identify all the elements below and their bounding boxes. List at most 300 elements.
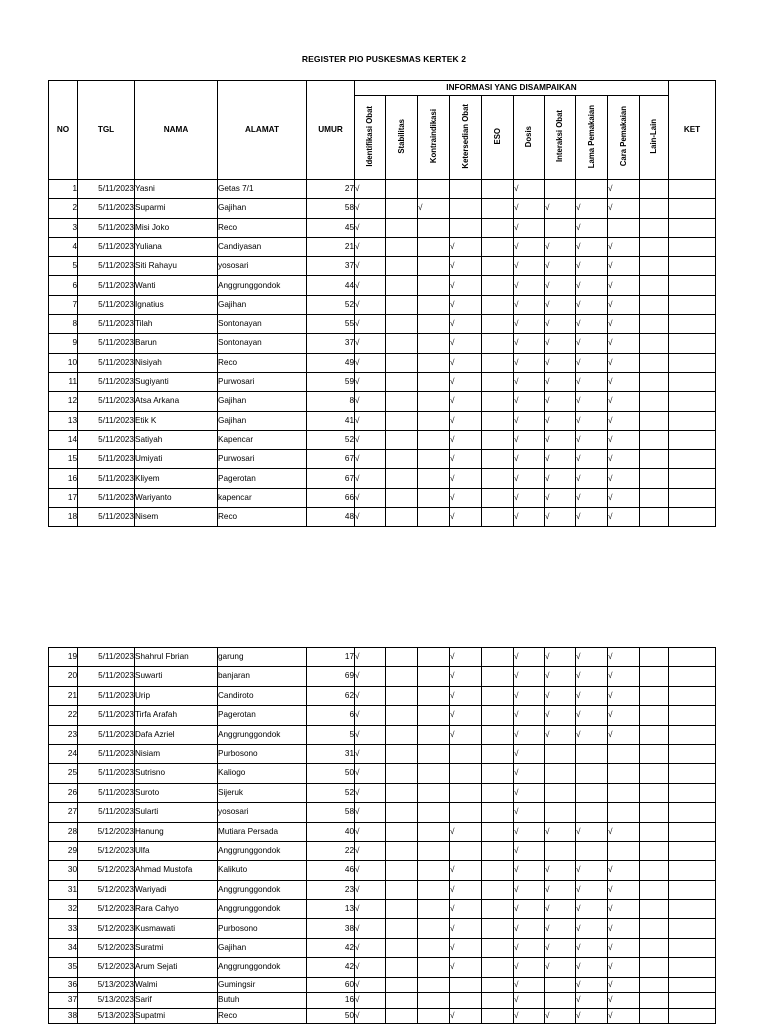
cell-nama: Nisiyah <box>135 353 218 372</box>
cell-nama: Yuliana <box>135 237 218 256</box>
cell-check: √ <box>450 295 482 314</box>
cell-check <box>386 880 418 899</box>
cell-check <box>386 430 418 449</box>
cell-no: 31 <box>49 880 78 899</box>
cell-check: √ <box>514 334 545 353</box>
cell-no: 30 <box>49 861 78 880</box>
cell-check <box>608 783 640 802</box>
cell-check <box>640 218 669 237</box>
header-info-label: Ketersedian Obat <box>460 104 470 169</box>
cell-check <box>545 841 576 860</box>
cell-no: 9 <box>49 334 78 353</box>
cell-check <box>545 218 576 237</box>
cell-check <box>386 508 418 527</box>
cell-umur: 50 <box>307 764 355 783</box>
cell-check: √ <box>545 488 576 507</box>
cell-check: √ <box>450 686 482 705</box>
cell-tgl: 5/12/2023 <box>78 938 135 957</box>
cell-check: √ <box>450 667 482 686</box>
cell-check: √ <box>576 411 608 430</box>
cell-check: √ <box>514 880 545 899</box>
cell-no: 38 <box>49 1008 78 1024</box>
cell-check <box>482 276 514 295</box>
cell-check: √ <box>450 919 482 938</box>
cell-check <box>482 938 514 957</box>
cell-umur: 55 <box>307 315 355 334</box>
cell-umur: 59 <box>307 372 355 391</box>
cell-alamat: Anggrunggondok <box>218 725 307 744</box>
cell-check <box>450 803 482 822</box>
cell-check <box>418 450 450 469</box>
cell-ket <box>669 783 716 802</box>
cell-check: √ <box>576 822 608 841</box>
cell-check <box>640 199 669 218</box>
cell-check <box>640 372 669 391</box>
cell-check <box>418 938 450 957</box>
cell-check <box>482 977 514 993</box>
cell-ket <box>669 880 716 899</box>
cell-umur: 66 <box>307 488 355 507</box>
cell-nama: Ulfa <box>135 841 218 860</box>
cell-check: √ <box>576 938 608 957</box>
cell-alamat: Anggrunggondok <box>218 958 307 977</box>
cell-alamat: Gajihan <box>218 411 307 430</box>
cell-nama: Rara Cahyo <box>135 900 218 919</box>
cell-check <box>386 783 418 802</box>
cell-tgl: 5/11/2023 <box>78 199 135 218</box>
cell-check <box>482 508 514 527</box>
table-row <box>49 276 716 295</box>
cell-check <box>482 725 514 744</box>
cell-ket <box>669 764 716 783</box>
cell-alamat: Purwosari <box>218 450 307 469</box>
cell-check <box>608 841 640 860</box>
table-row <box>49 841 716 860</box>
cell-check: √ <box>514 993 545 1009</box>
cell-check <box>640 783 669 802</box>
cell-ket <box>669 411 716 430</box>
cell-check: √ <box>576 880 608 899</box>
cell-no: 3 <box>49 218 78 237</box>
cell-check: √ <box>355 334 386 353</box>
cell-check <box>482 315 514 334</box>
cell-check <box>386 295 418 314</box>
cell-check: √ <box>514 199 545 218</box>
cell-check: √ <box>355 993 386 1009</box>
cell-check: √ <box>576 469 608 488</box>
cell-check: √ <box>608 257 640 276</box>
cell-umur: 50 <box>307 1008 355 1024</box>
cell-check: √ <box>576 667 608 686</box>
cell-ket <box>669 295 716 314</box>
cell-check <box>482 958 514 977</box>
cell-check <box>418 686 450 705</box>
header-info-identifikasi-obat <box>355 96 386 180</box>
cell-alamat: kapencar <box>218 488 307 507</box>
cell-umur: 62 <box>307 686 355 705</box>
cell-ket <box>669 237 716 256</box>
cell-tgl: 5/11/2023 <box>78 257 135 276</box>
cell-check: √ <box>355 648 386 667</box>
cell-check <box>450 841 482 860</box>
cell-ket <box>669 180 716 199</box>
cell-check <box>450 744 482 763</box>
cell-ket <box>669 900 716 919</box>
cell-check: √ <box>514 488 545 507</box>
cell-check <box>418 803 450 822</box>
cell-check: √ <box>576 1008 608 1024</box>
cell-tgl: 5/11/2023 <box>78 295 135 314</box>
cell-check: √ <box>576 430 608 449</box>
cell-check <box>482 744 514 763</box>
cell-check: √ <box>608 276 640 295</box>
cell-alamat: Kapencar <box>218 430 307 449</box>
cell-check: √ <box>545 295 576 314</box>
cell-umur: 21 <box>307 237 355 256</box>
cell-no: 8 <box>49 315 78 334</box>
table-row <box>49 257 716 276</box>
cell-check <box>418 237 450 256</box>
cell-check <box>482 411 514 430</box>
cell-tgl: 5/11/2023 <box>78 180 135 199</box>
cell-tgl: 5/13/2023 <box>78 1008 135 1024</box>
cell-ket <box>669 430 716 449</box>
cell-umur: 38 <box>307 919 355 938</box>
cell-check <box>418 861 450 880</box>
cell-check: √ <box>608 199 640 218</box>
cell-umur: 40 <box>307 822 355 841</box>
table-row <box>49 706 716 725</box>
cell-check: √ <box>576 237 608 256</box>
cell-umur: 27 <box>307 180 355 199</box>
table-row <box>49 199 716 218</box>
cell-check <box>640 488 669 507</box>
cell-check: √ <box>608 488 640 507</box>
cell-nama: Tirfa Arafah <box>135 706 218 725</box>
cell-check: √ <box>576 353 608 372</box>
cell-ket <box>669 1008 716 1024</box>
cell-check <box>386 450 418 469</box>
cell-check <box>386 686 418 705</box>
cell-no: 35 <box>49 958 78 977</box>
cell-check <box>545 803 576 822</box>
cell-check <box>482 880 514 899</box>
header-info-label: ESO <box>492 128 502 145</box>
cell-ket <box>669 667 716 686</box>
cell-check <box>386 199 418 218</box>
cell-check <box>418 919 450 938</box>
cell-check: √ <box>355 315 386 334</box>
table-row <box>49 686 716 705</box>
cell-check: √ <box>355 469 386 488</box>
cell-check: √ <box>450 508 482 527</box>
cell-check: √ <box>608 450 640 469</box>
cell-check <box>482 919 514 938</box>
cell-nama: Atsa Arkana <box>135 392 218 411</box>
register-table-page-2 <box>48 647 716 1024</box>
cell-alamat: Reco <box>218 218 307 237</box>
cell-check: √ <box>545 900 576 919</box>
cell-check <box>482 295 514 314</box>
cell-check <box>482 334 514 353</box>
cell-check <box>608 744 640 763</box>
cell-check <box>640 958 669 977</box>
cell-check: √ <box>576 218 608 237</box>
cell-umur: 69 <box>307 667 355 686</box>
cell-nama: Hanung <box>135 822 218 841</box>
cell-check <box>418 977 450 993</box>
cell-check: √ <box>355 958 386 977</box>
cell-ket <box>669 488 716 507</box>
cell-check <box>640 880 669 899</box>
table-row <box>49 764 716 783</box>
header-info-label: Lain-Lain <box>649 119 659 154</box>
cell-check <box>418 430 450 449</box>
cell-no: 16 <box>49 469 78 488</box>
cell-alamat: Reco <box>218 1008 307 1024</box>
cell-check <box>640 803 669 822</box>
cell-tgl: 5/11/2023 <box>78 411 135 430</box>
cell-check <box>386 315 418 334</box>
table-row <box>49 180 716 199</box>
cell-check: √ <box>545 958 576 977</box>
cell-check: √ <box>450 257 482 276</box>
cell-check: √ <box>514 744 545 763</box>
cell-check: √ <box>514 180 545 199</box>
cell-no: 6 <box>49 276 78 295</box>
header-tgl: TGL <box>78 81 135 180</box>
cell-check <box>545 180 576 199</box>
table-row <box>49 469 716 488</box>
header-no: NO <box>49 81 78 180</box>
cell-check <box>640 900 669 919</box>
cell-check: √ <box>514 822 545 841</box>
cell-umur: 67 <box>307 469 355 488</box>
table-row <box>49 880 716 899</box>
table-row <box>49 958 716 977</box>
cell-alamat: Pagerotan <box>218 469 307 488</box>
cell-check <box>640 706 669 725</box>
document-title: REGISTER PIO PUSKESMAS KERTEK 2 <box>301 54 467 64</box>
cell-check: √ <box>514 783 545 802</box>
table-row <box>49 508 716 527</box>
cell-umur: 22 <box>307 841 355 860</box>
cell-check: √ <box>514 861 545 880</box>
cell-umur: 48 <box>307 508 355 527</box>
cell-check: √ <box>545 1008 576 1024</box>
cell-check: √ <box>514 725 545 744</box>
table-row <box>49 1008 716 1024</box>
cell-check: √ <box>514 430 545 449</box>
cell-no: 4 <box>49 237 78 256</box>
header-info-stabilitas <box>386 96 418 180</box>
cell-check: √ <box>514 469 545 488</box>
cell-check: √ <box>608 938 640 957</box>
cell-check: √ <box>545 469 576 488</box>
cell-check: √ <box>608 993 640 1009</box>
cell-ket <box>669 218 716 237</box>
cell-check: √ <box>355 725 386 744</box>
cell-check: √ <box>545 276 576 295</box>
cell-check: √ <box>545 648 576 667</box>
table-row <box>49 861 716 880</box>
cell-check: √ <box>608 686 640 705</box>
cell-check: √ <box>545 315 576 334</box>
cell-nama: Suroto <box>135 783 218 802</box>
cell-check <box>418 411 450 430</box>
cell-tgl: 5/11/2023 <box>78 744 135 763</box>
cell-alamat: Gajihan <box>218 199 307 218</box>
cell-check <box>386 334 418 353</box>
cell-check <box>640 295 669 314</box>
header-info-lama-pemakaian <box>576 96 608 180</box>
cell-check: √ <box>450 725 482 744</box>
cell-check: √ <box>450 958 482 977</box>
cell-check <box>386 725 418 744</box>
cell-nama: Arum Sejati <box>135 958 218 977</box>
cell-check <box>386 861 418 880</box>
cell-check <box>608 803 640 822</box>
cell-ket <box>669 744 716 763</box>
cell-check <box>640 648 669 667</box>
cell-check: √ <box>608 411 640 430</box>
cell-check <box>386 822 418 841</box>
cell-check: √ <box>514 958 545 977</box>
cell-check: √ <box>608 295 640 314</box>
cell-check: √ <box>514 764 545 783</box>
cell-alamat: Butuh <box>218 993 307 1009</box>
cell-nama: Sarif <box>135 993 218 1009</box>
cell-check <box>386 938 418 957</box>
cell-check <box>386 411 418 430</box>
cell-no: 25 <box>49 764 78 783</box>
cell-check: √ <box>545 199 576 218</box>
cell-check <box>386 1008 418 1024</box>
cell-check <box>418 392 450 411</box>
cell-nama: Sutrisno <box>135 764 218 783</box>
cell-check <box>640 764 669 783</box>
cell-check <box>640 237 669 256</box>
cell-check <box>482 257 514 276</box>
cell-check: √ <box>514 938 545 957</box>
cell-ket <box>669 315 716 334</box>
cell-tgl: 5/11/2023 <box>78 450 135 469</box>
header-info-label: Stabilitas <box>396 119 406 154</box>
cell-nama: Dafa Azriel <box>135 725 218 744</box>
cell-check <box>640 667 669 686</box>
cell-check <box>640 919 669 938</box>
cell-check: √ <box>608 861 640 880</box>
cell-alamat: Purbosono <box>218 919 307 938</box>
cell-tgl: 5/11/2023 <box>78 276 135 295</box>
table-row <box>49 353 716 372</box>
cell-check <box>482 353 514 372</box>
cell-ket <box>669 938 716 957</box>
cell-check <box>386 372 418 391</box>
cell-nama: Wariyadi <box>135 880 218 899</box>
cell-check <box>576 783 608 802</box>
table-row <box>49 334 716 353</box>
cell-tgl: 5/11/2023 <box>78 315 135 334</box>
cell-no: 23 <box>49 725 78 744</box>
cell-check: √ <box>576 334 608 353</box>
cell-umur: 6 <box>307 706 355 725</box>
cell-umur: 37 <box>307 257 355 276</box>
cell-ket <box>669 725 716 744</box>
cell-check: √ <box>608 900 640 919</box>
cell-check <box>545 783 576 802</box>
cell-check <box>418 257 450 276</box>
cell-tgl: 5/11/2023 <box>78 392 135 411</box>
cell-check <box>450 993 482 1009</box>
cell-check: √ <box>355 411 386 430</box>
cell-umur: 60 <box>307 977 355 993</box>
cell-no: 11 <box>49 372 78 391</box>
cell-check: √ <box>355 295 386 314</box>
cell-alamat: Gajihan <box>218 392 307 411</box>
cell-tgl: 5/12/2023 <box>78 919 135 938</box>
cell-check: √ <box>576 295 608 314</box>
cell-check <box>576 803 608 822</box>
cell-check: √ <box>450 450 482 469</box>
cell-check: √ <box>355 257 386 276</box>
cell-check <box>640 392 669 411</box>
cell-no: 27 <box>49 803 78 822</box>
cell-tgl: 5/11/2023 <box>78 648 135 667</box>
cell-check: √ <box>545 257 576 276</box>
cell-check: √ <box>355 353 386 372</box>
cell-no: 1 <box>49 180 78 199</box>
cell-no: 34 <box>49 938 78 957</box>
cell-alamat: Pagerotan <box>218 706 307 725</box>
cell-check: √ <box>514 706 545 725</box>
cell-check <box>418 334 450 353</box>
cell-check <box>545 764 576 783</box>
cell-ket <box>669 199 716 218</box>
cell-ket <box>669 334 716 353</box>
cell-check: √ <box>514 667 545 686</box>
cell-check <box>482 180 514 199</box>
cell-ket <box>669 276 716 295</box>
cell-nama: Satiyah <box>135 430 218 449</box>
table-row <box>49 450 716 469</box>
cell-check <box>482 686 514 705</box>
cell-check: √ <box>450 334 482 353</box>
cell-no: 33 <box>49 919 78 938</box>
cell-ket <box>669 648 716 667</box>
cell-check <box>576 764 608 783</box>
cell-nama: Suwarti <box>135 667 218 686</box>
cell-check: √ <box>608 919 640 938</box>
cell-check <box>418 372 450 391</box>
cell-check: √ <box>514 295 545 314</box>
header-info-interaksi-obat <box>545 96 576 180</box>
cell-tgl: 5/11/2023 <box>78 488 135 507</box>
cell-check <box>640 334 669 353</box>
cell-check: √ <box>545 686 576 705</box>
cell-alamat: Purbosono <box>218 744 307 763</box>
cell-alamat: Reco <box>218 353 307 372</box>
cell-check <box>640 993 669 1009</box>
cell-ket <box>669 861 716 880</box>
cell-check <box>418 744 450 763</box>
cell-check: √ <box>355 900 386 919</box>
cell-check <box>386 392 418 411</box>
cell-umur: 5 <box>307 725 355 744</box>
cell-check: √ <box>514 353 545 372</box>
cell-ket <box>669 841 716 860</box>
cell-check: √ <box>576 276 608 295</box>
